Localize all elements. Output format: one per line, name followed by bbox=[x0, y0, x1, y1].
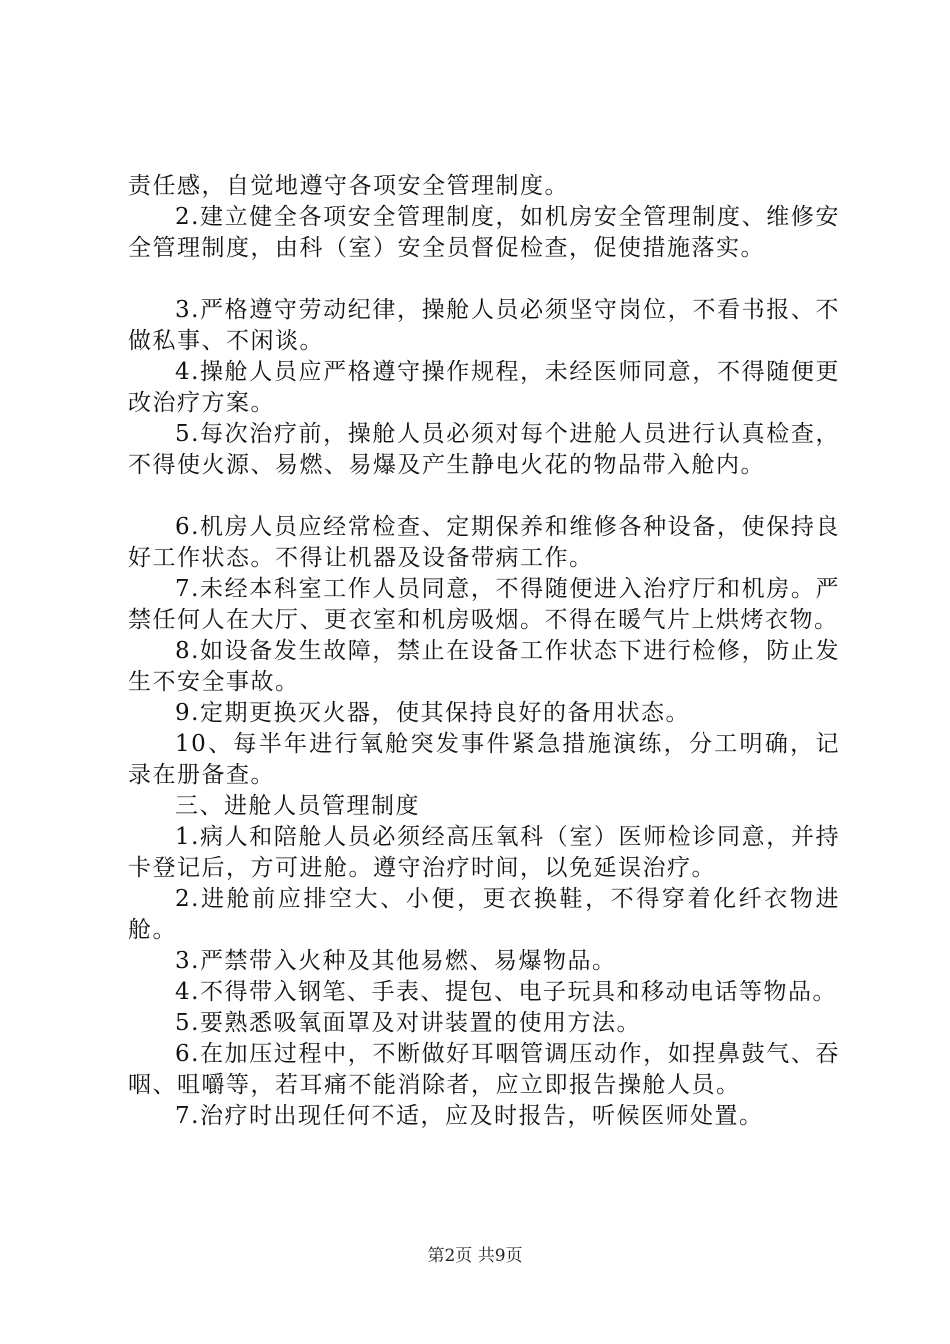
paragraph: 1.病人和陪舱人员必须经高压氧科（室）医师检诊同意，并持卡登记后，方可进舱。遵守治疗时间，以免延误治疗。 bbox=[128, 824, 840, 881]
paragraph: 10、每半年进行氧舱突发事件紧急措施演练，分工明确，记录在册备查。 bbox=[128, 731, 840, 788]
paragraph: 三、进舱人员管理制度 bbox=[175, 793, 420, 819]
paragraph: 5.要熟悉吸氧面罩及对讲装置的使用方法。 bbox=[175, 1010, 641, 1036]
paragraph: 4.不得带入钢笔、手表、提包、电子玩具和移动电话等物品。 bbox=[175, 979, 837, 1005]
page-footer: 第2页 共9页 bbox=[427, 1246, 523, 1266]
paragraph: 4.操舱人员应严格遵守操作规程，未经医师同意，不得随便更改治疗方案。 bbox=[128, 359, 840, 416]
paragraph: 3.严格遵守劳动纪律，操舱人员必须坚守岗位，不看书报、不做私事、不闲谈。 bbox=[128, 297, 840, 354]
paragraph: 2.建立健全各项安全管理制度，如机房安全管理制度、维修安全管理制度，由科（室）安全员督促检查，促使措施落实。 bbox=[128, 204, 840, 261]
paragraph: 6.在加压过程中，不断做好耳咽管调压动作，如捏鼻鼓气、吞咽、咀嚼等，若耳痛不能消除者，应立即报告操舱人员。 bbox=[128, 1041, 840, 1098]
paragraph: 2.进舱前应排空大、小便，更衣换鞋，不得穿着化纤衣物进舱。 bbox=[128, 886, 840, 943]
paragraph: 6.机房人员应经常检查、定期保养和维修各种设备，使保持良好工作状态。不得让机器及设备带病工作。 bbox=[128, 514, 840, 571]
paragraph: 8.如设备发生故障，禁止在设备工作状态下进行检修，防止发生不安全事故。 bbox=[128, 638, 840, 695]
document-body bbox=[128, 171, 840, 1132]
paragraph: 3.严禁带入火种及其他易燃、易爆物品。 bbox=[175, 948, 617, 974]
paragraph: 9.定期更换灭火器，使其保持良好的备用状态。 bbox=[175, 700, 690, 726]
paragraph: 7.未经本科室工作人员同意，不得随便进入治疗厅和机房。严禁任何人在大厅、更衣室和机房吸烟。不得在暖气片上烘烤衣物。 bbox=[128, 576, 840, 633]
paragraph: 7.治疗时出现任何不适，应及时报告，听候医师处置。 bbox=[175, 1103, 764, 1129]
paragraph: 责任感，自觉地遵守各项安全管理制度。 bbox=[128, 173, 569, 199]
paragraph: 5.每次治疗前，操舱人员必须对每个进舱人员进行认真检查，不得使火源、易燃、易爆及产生静电火花的物品带入舱内。 bbox=[128, 421, 840, 478]
